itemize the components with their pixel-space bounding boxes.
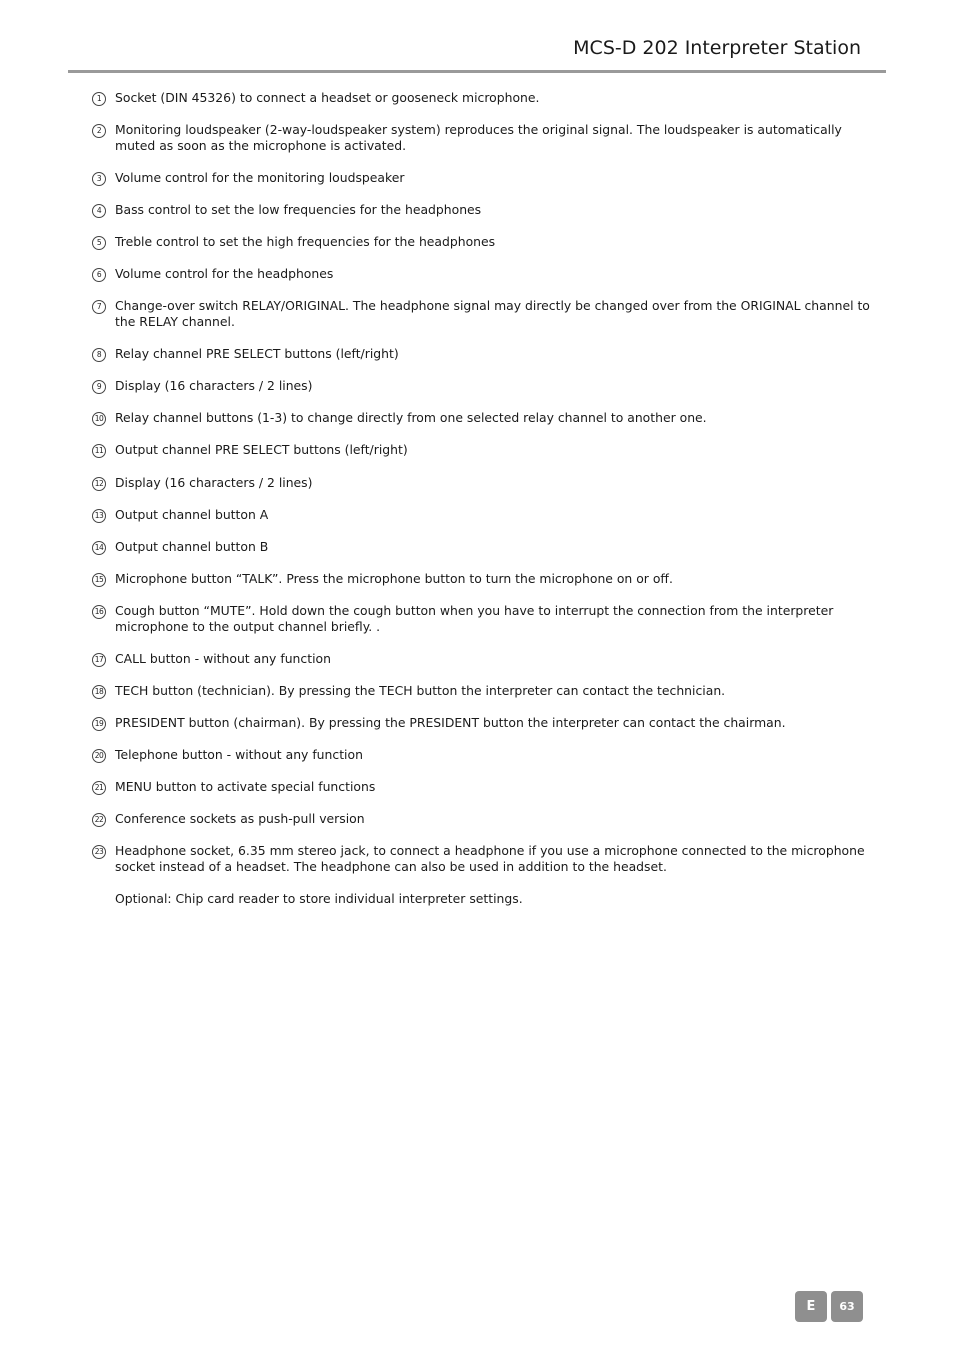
list-item	[92, 811, 872, 827]
item-number: 22	[92, 813, 106, 827]
item-text: Change-over switch RELAY/ORIGINAL. The headphone signal may directly be changed over from the ORIGINAL channel to the RELAY channel.	[115, 298, 870, 329]
item-text: Microphone button “TALK”. Press the microphone button to turn the microphone on or off.	[115, 571, 673, 586]
page-number: 63	[831, 1291, 863, 1322]
list-item	[92, 843, 872, 875]
item-text: Output channel button A	[115, 507, 269, 522]
item-text: Treble control to set the high frequencies for the headphones	[115, 234, 496, 249]
list-item	[92, 122, 872, 154]
list-item	[92, 779, 872, 795]
list-item	[92, 266, 872, 282]
item-number: 13	[92, 509, 106, 523]
item-number: 21	[92, 781, 106, 795]
item-text: Output channel button B	[115, 539, 269, 554]
list-item	[92, 298, 872, 330]
list-item	[92, 475, 872, 491]
item-number: 7	[92, 300, 106, 314]
item-number: 12	[92, 477, 106, 491]
item-number: 11	[92, 444, 106, 458]
optional-note: Optional: Chip card reader to store individual interpreter settings.	[115, 891, 523, 906]
list-item	[92, 571, 872, 587]
item-text: Volume control for the headphones	[115, 266, 334, 281]
item-text: Relay channel PRE SELECT buttons (left/right)	[115, 346, 399, 361]
list-item	[92, 539, 872, 555]
item-number: 20	[92, 749, 106, 763]
list-item	[92, 507, 872, 523]
item-number: 6	[92, 268, 106, 282]
item-text: Volume control for the monitoring loudspeaker	[115, 170, 405, 185]
list-item	[92, 90, 872, 106]
item-text: Monitoring loudspeaker (2-way-loudspeaker system) reproduces the original signal. The loudspeaker is automatically muted as soon as the microphone is activated.	[115, 122, 842, 153]
item-text: Socket (DIN 45326) to connect a headset or gooseneck microphone.	[115, 90, 540, 105]
list-item	[92, 410, 872, 426]
item-text: Display (16 characters / 2 lines)	[115, 475, 313, 490]
item-number: 10	[92, 412, 106, 426]
list-item	[92, 202, 872, 218]
item-text: Relay channel buttons (1-3) to change directly from one selected relay channel to another one.	[115, 410, 707, 425]
item-text: Display (16 characters / 2 lines)	[115, 378, 313, 393]
language-tab: E	[795, 1291, 827, 1322]
list-item	[92, 603, 872, 635]
item-number: 4	[92, 204, 106, 218]
list-item	[92, 170, 872, 186]
item-number: 8	[92, 348, 106, 362]
list-item	[92, 378, 872, 394]
item-number: 2	[92, 124, 106, 138]
list-item	[92, 234, 872, 250]
item-text: PRESIDENT button (chairman). By pressing the PRESIDENT button the interpreter can contact the chairman.	[115, 715, 786, 730]
item-text: Cough button “MUTE”. Hold down the cough button when you have to interrupt the connection from the interpreter microphone to the output channel briefly. .	[115, 603, 834, 634]
list-item	[92, 683, 872, 699]
item-text: Output channel PRE SELECT buttons (left/right)	[115, 442, 408, 457]
list-item	[92, 715, 872, 731]
list-item	[92, 442, 872, 458]
item-number: 14	[92, 541, 106, 555]
item-number: 23	[92, 845, 106, 859]
item-text: Telephone button - without any function	[115, 747, 363, 762]
item-text: CALL button - without any function	[115, 651, 331, 666]
item-number: 9	[92, 380, 106, 394]
item-number: 17	[92, 653, 106, 667]
item-text: MENU button to activate special functions	[115, 779, 376, 794]
item-number: 15	[92, 573, 106, 587]
item-number: 18	[92, 685, 106, 699]
item-number: 3	[92, 172, 106, 186]
list-item	[92, 747, 872, 763]
item-number: 1	[92, 92, 106, 106]
item-text: Bass control to set the low frequencies for the headphones	[115, 202, 482, 217]
item-number: 5	[92, 236, 106, 250]
list-item	[92, 651, 872, 667]
item-number: 19	[92, 717, 106, 731]
header-rule	[68, 70, 886, 73]
page-tabs	[795, 1291, 863, 1322]
item-text: Headphone socket, 6.35 mm stereo jack, to connect a headphone if you use a microphone connected to the microphone socket instead of a headset. The headphone can also be used in addition to the headset.	[115, 843, 865, 874]
page-title: MCS-D 202 Interpreter Station	[573, 37, 861, 59]
list-item	[92, 346, 872, 362]
item-text: Conference sockets as push-pull version	[115, 811, 365, 826]
item-number: 16	[92, 605, 106, 619]
item-text: TECH button (technician). By pressing the TECH button the interpreter can contact the technician.	[115, 683, 726, 698]
